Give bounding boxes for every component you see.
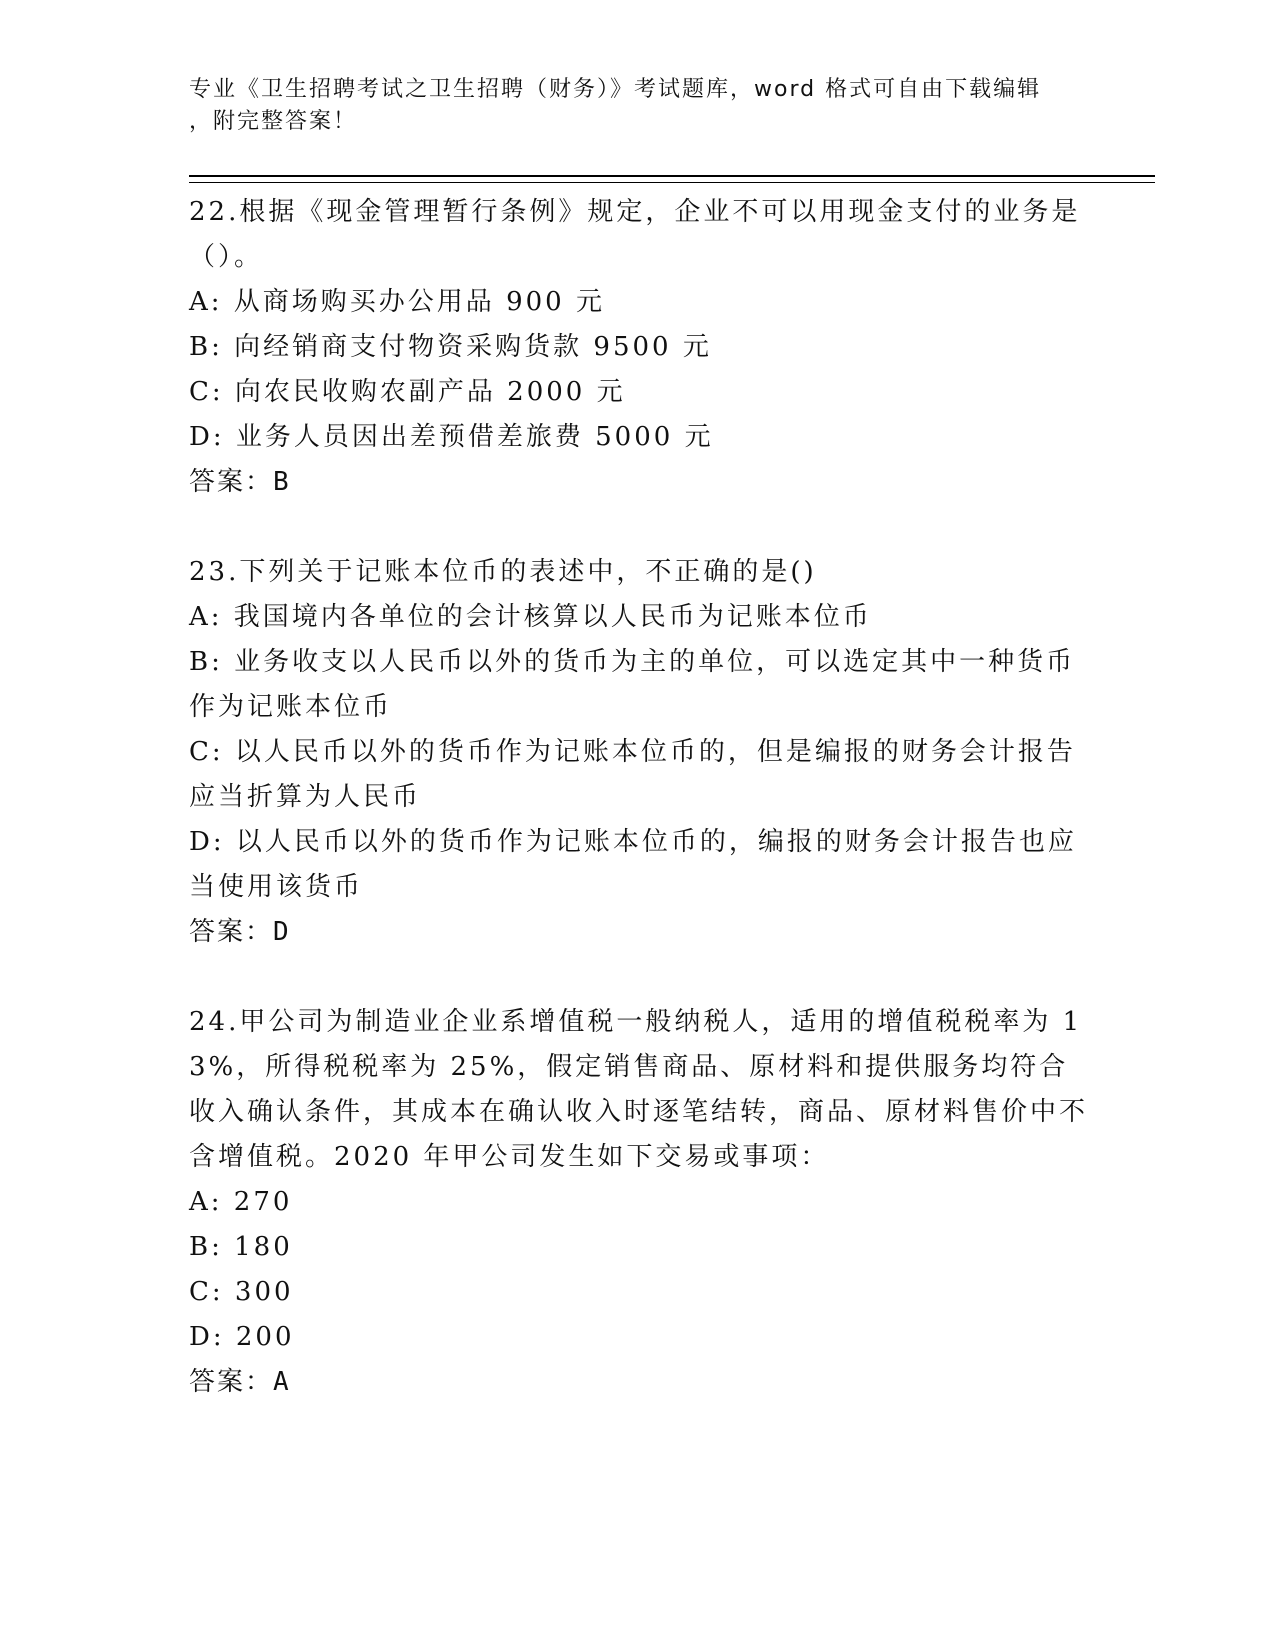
document-header: [189, 74, 1089, 138]
option-d: D: 业务人员因出差预借差旅费 5000 元: [189, 422, 714, 452]
answer-line: [189, 1360, 1089, 1405]
header-divider-thin: [189, 182, 1155, 183]
option-d: D: 以人民币以外的货币作为记账本位币的，编报的财务会计报告也应当使用该货币: [189, 827, 1077, 902]
option-a: A: 从商场购买办公用品 900 元: [189, 287, 605, 317]
answer-value: D: [273, 917, 291, 947]
answer-value: B: [273, 467, 291, 497]
option-b: B: 180: [189, 1232, 293, 1262]
header-line-1: 专业《卫生招聘考试之卫生招聘（财务）》考试题库，word 格式可自由下载编辑: [189, 77, 1042, 102]
option-d: D: 200: [189, 1322, 295, 1352]
option-c: C: 以人民币以外的货币作为记账本位币的，但是编报的财务会计报告应当折算为人民币: [189, 737, 1076, 812]
header-divider-thick: [189, 175, 1155, 177]
question-list: [189, 190, 1089, 1450]
question-22: [189, 190, 1089, 505]
option-c: C: 向农民收购农副产品 2000 元: [189, 377, 626, 407]
option-b: B: 业务收支以人民币以外的货币为主的单位，可以选定其中一种货币作为记账本位币: [189, 647, 1076, 722]
answer-value: A: [273, 1367, 291, 1397]
answer-label: 答案：: [189, 917, 274, 947]
answer-label: 答案：: [189, 467, 274, 497]
question-24: [189, 1000, 1089, 1405]
question-text-continued: （）。: [189, 242, 264, 272]
option-c: C: 300: [189, 1277, 294, 1307]
answer-line: [189, 910, 1089, 955]
answer-line: [189, 460, 1089, 505]
question-text: 23.下列关于记账本位币的表述中，不正确的是(): [189, 557, 817, 587]
question-23: [189, 550, 1089, 955]
option-a: A: 270: [189, 1187, 293, 1217]
question-text: 22.根据《现金管理暂行条例》规定，企业不可以用现金支付的业务是: [189, 197, 1081, 227]
question-text: 24.甲公司为制造业企业系增值税一般纳税人，适用的增值税税率为 13%，所得税税率为 25%，假定销售商品、原材料和提供服务均符合收入确认条件，其成本在确认收入时逐笔结转，商品、原材料售价中不含增值税。2020 年甲公司发生如下交易或事项：: [189, 1007, 1089, 1172]
option-a: A: 我国境内各单位的会计核算以人民币为记账本位币: [189, 602, 872, 632]
option-b: B: 向经销商支付物资采购货款 9500 元: [189, 332, 712, 362]
header-line-2: ，附完整答案！: [189, 109, 358, 134]
answer-label: 答案：: [189, 1367, 274, 1397]
